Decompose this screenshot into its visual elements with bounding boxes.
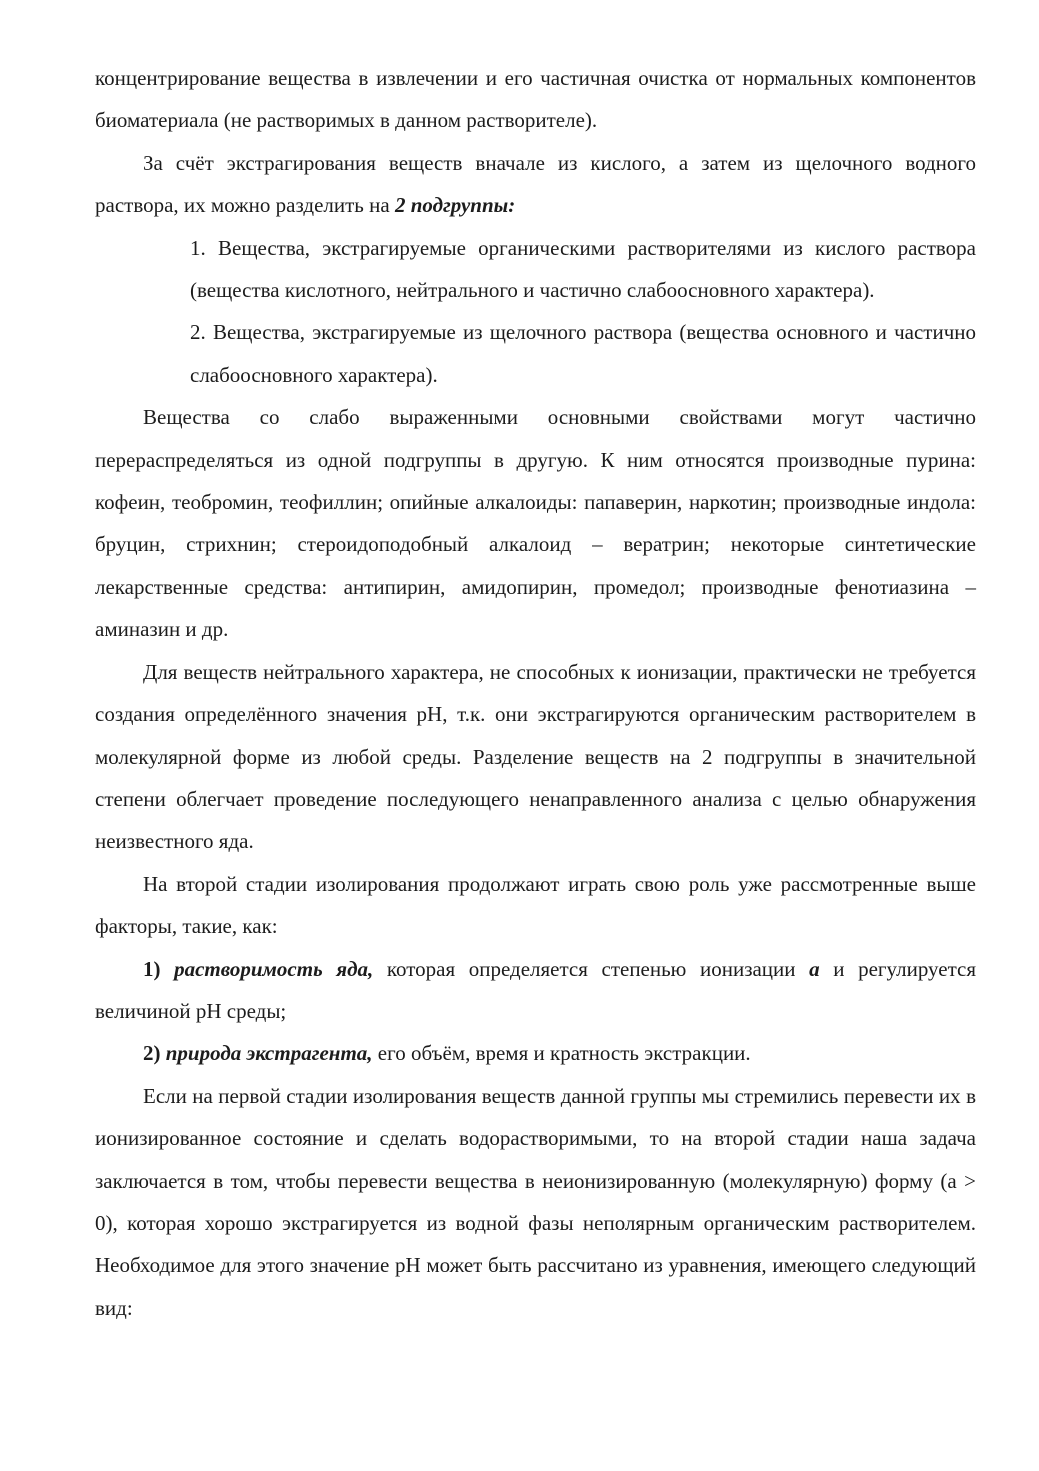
factor-2-term: природа экстрагента, bbox=[165, 1041, 373, 1066]
paragraph-weak-bases: Вещества со слабо выраженными основными свойствами могут частично перераспределяться из одной подгруппы в другую. К ним относятся производные пурина: кофеин, теобромин, теофиллин; опийные алкалоиды: папаверин, наркотин; производные индола: бруцин, стрихнин; стероидоподобный алкалоид – вератрин; некоторые синтетические лекарственные средства: антипирин, амидопирин, промедол; производные фенотиазина – аминазин и др. bbox=[95, 405, 976, 642]
factor-1-term: растворимость яда, bbox=[174, 956, 374, 981]
paragraph-second-stage: На второй стадии изолирования продолжают играть свою роль уже рассмотренные выше факторы, такие, как: bbox=[95, 871, 976, 939]
alpha-symbol: a bbox=[809, 956, 820, 981]
two-subgroups-emphasis: 2 подгруппы: bbox=[394, 193, 516, 218]
paragraph-two-subgroups-text: За счёт экстрагирования веществ вначале из кислого, а затем из щелочного водного раствора, их можно разделить на bbox=[95, 150, 976, 218]
paragraph-molecular-form: Если на первой стадии изолирования веществ данной группы мы стремились перевести их в ионизированное состояние и сделать водорастворимыми, то на второй стадии наша задача заключается в том, чтобы перевести вещества в неионизированную (молекулярную) форму (a > 0), которая хорошо экстрагируется из водной фазы неполярным органическим растворителем. Необходимое для этого значение pH может быть рассчитано из уравнения, имеющего следующий вид: bbox=[95, 1083, 976, 1320]
paragraph-extraction-purpose: концентрирование вещества в извлечении и его частичная очистка от нормальных компонентов биоматериала (не растворимых в данном растворителе). bbox=[95, 66, 976, 133]
paragraph-neutral-substances: Для веществ нейтрального характера, не способных к ионизации, практически не требуется создания определённого значения pH, т.к. они экстрагируются органическим растворителем в молекулярной форме из любой среды. Разделение веществ на 2 подгруппы в значительной степени облегчает проведение последующего ненаправленного анализа с целью обнаружения неизвестного яда. bbox=[95, 659, 976, 854]
factor-1-number: 1) bbox=[143, 956, 161, 981]
factor-1-text-a: которая определяется степенью ионизации bbox=[373, 956, 810, 981]
factor-solubility bbox=[95, 948, 976, 1033]
list-item-acidic: 1. Вещества, экстрагируемые органическими растворителями из кислого раствора (вещества кислотного, нейтрального и частично слабоосновного характера). bbox=[190, 235, 976, 303]
document-page bbox=[95, 57, 976, 1329]
paragraph-two-subgroups bbox=[95, 142, 976, 227]
factor-2-text: его объём, время и кратность экстракции. bbox=[372, 1041, 751, 1066]
factor-2-number: 2) bbox=[143, 1041, 161, 1066]
factor-1-text-b: и регулируется величиной pH среды; bbox=[95, 956, 976, 1023]
list-item-alkaline: 2. Вещества, экстрагируемые из щелочного раствора (вещества основного и частично слабоосновного характера). bbox=[190, 320, 976, 387]
factor-extractant bbox=[95, 1032, 976, 1074]
